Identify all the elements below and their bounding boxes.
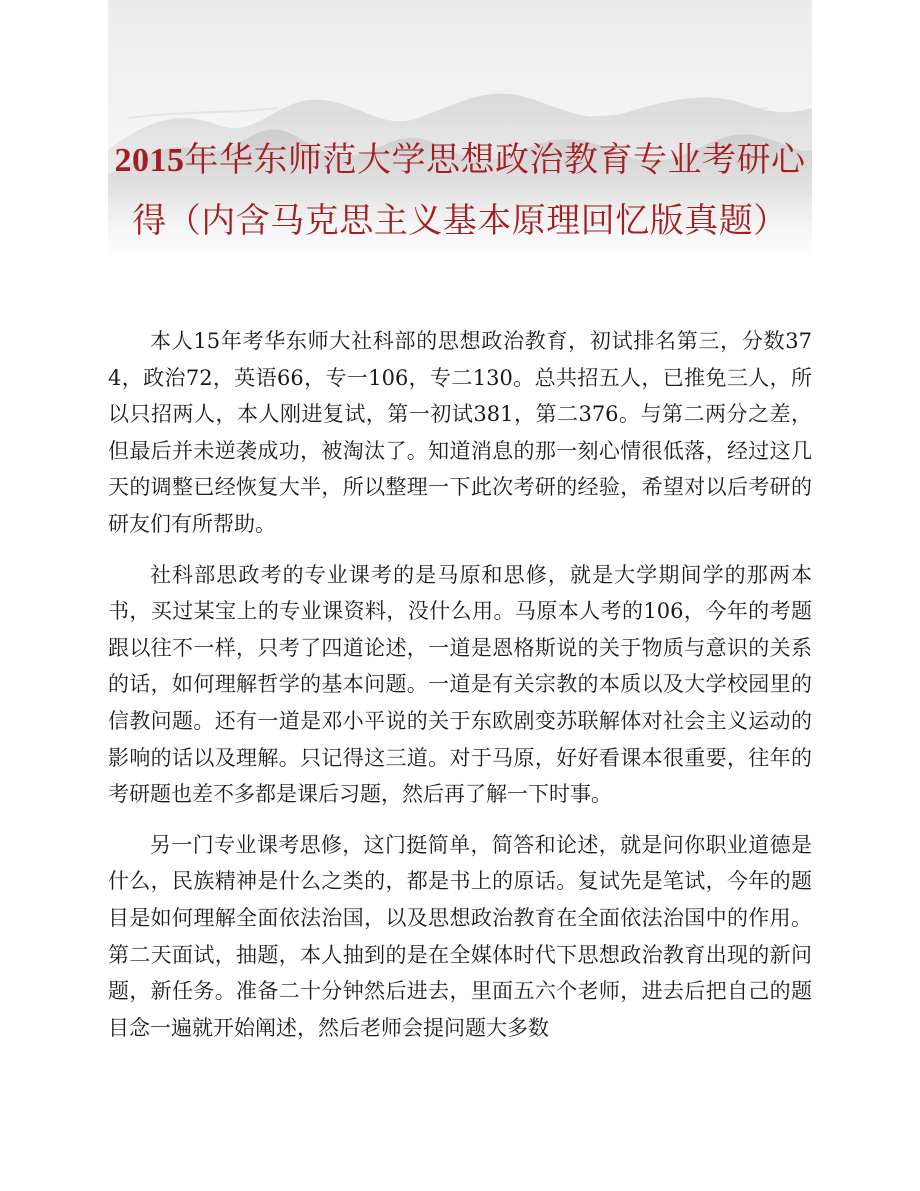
paragraph: 另一门专业课考思修，这门挺简单，简答和论述，就是问你职业道德是什么，民族精神是什么之类的，都是书上的原话。复试先是笔试，今年的题目是如何理解全面依法治国，以及思想政治教育在全面依法治国中的作用。第二天面试，抽题，本人抽到的是在全媒体时代下思想政治教育出现的新问题，新任务。准备二十分钟然后进去，里面五六个老师，进去后把自己的题目念一遍就开始阐述，然后老师会提问题大多数 <box>108 832 812 1040</box>
document-body <box>108 323 812 1060</box>
title-text: 年华东师范大学思想政治教育专业考研心得（内含马克思主义基本原理回忆版真题） <box>132 140 806 241</box>
document-title <box>110 130 810 251</box>
paragraph: 社科部思政考的专业课考的是马原和思修，就是大学期间学的那两本书，买过某宝上的专业课资料，没什么用。马原本人考的106，今年的考题跟以往不一样，只考了四道论述，一道是恩格斯说的关于物质与意识的关系的话，如何理解哲学的基本问题。一道是有关宗教的本质以及大学校园里的信教问题。还有一道是邓小平说的关于东欧剧变苏联解体对社会主义运动的影响的话以及理解。只记得这三道。对于马原，好好看课本很重要，往年的考研题也差不多都是课后习题，然后再了解一下时事。 <box>108 562 812 807</box>
paragraph: 本人15年考华东师大社科部的思想政治教育，初试排名第三，分数374，政治72，英语66，专一106，专二130。总共招五人，已推免三人，所以只招两人，本人刚进复试，第一初试381，第二376。与第二两分之差，但最后并未逆袭成功，被淘汰了。知道消息的那一刻心情很低落，经过这几天的调整已经恢复大半，所以整理一下此次考研的经验，希望对以后考研的研友们有所帮助。 <box>108 329 812 536</box>
title-year: 2015 <box>114 142 185 179</box>
